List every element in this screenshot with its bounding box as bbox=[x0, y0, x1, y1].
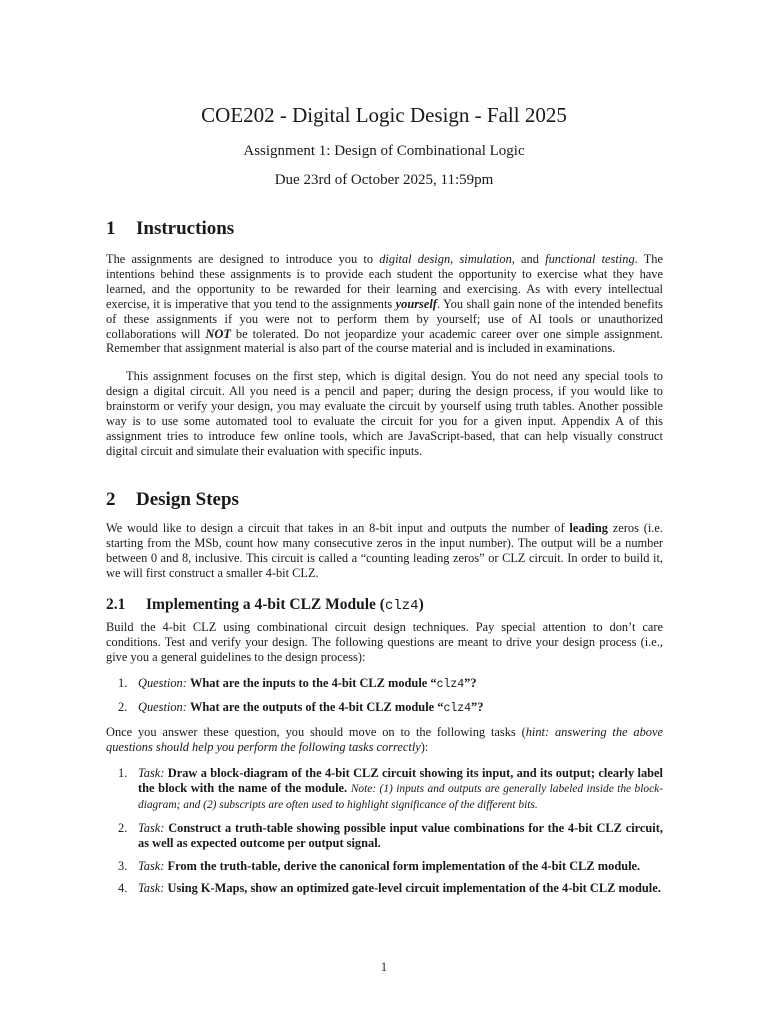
list-item: 4. Task: Using K-Maps, show an optimized gate-level circuit implementation of the 4-bit CLZ module. bbox=[118, 881, 661, 896]
assignment-subtitle: Assignment 1: Design of Combinational Logic bbox=[243, 143, 525, 159]
clz4-intro-paragraph: Build the 4-bit CLZ using combinational circuit design techniques. Pay special attention to don’t care conditions. Test and verify your design. The following questions are meant to drive your design process (i.e., give you a general guidelines to the design process): bbox=[106, 620, 663, 664]
subsection-number: 2.1 bbox=[106, 596, 126, 613]
page-number: 1 bbox=[380, 960, 388, 974]
tasks-list bbox=[106, 766, 663, 896]
instructions-paragraph-2: This assignment focuses on the first step, which is digital design. You do not need any special tools to design a digital circuit. All you need is a pencil and paper; during the design process, if you would like to brainstorm or verify your design, you may evaluate the circuit by yourself using truth tables. Another possible way is to use some automated tool to evaluate the circuit for you for a given input. Appendix A of this assignment tries to introduce few online tools, which are JavaScript-based, that can help visually construct digital circuit and simulate their evaluation with specific inputs. bbox=[106, 369, 663, 458]
section-number: 2 bbox=[106, 489, 116, 510]
list-item: 3. Task: From the truth-table, derive the canonical form implementation of the 4-bit CLZ module. bbox=[118, 858, 641, 873]
subsection-code: clz4 bbox=[384, 598, 419, 614]
design-steps-paragraph: We would like to design a circuit that takes in an 8-bit input and outputs the number of leading zeros (i.e. starting from the MSb, count how many consecutive zeros in the input number). The output will be a number between 0 and 8, inclusive. This circuit is called a “counting leading zeros” or CLZ circuit. In order to build it, we will first construct a smaller 4-bit CLZ. bbox=[106, 521, 663, 580]
due-date: Due 23rd of October 2025, 11:59pm bbox=[274, 172, 494, 188]
list-item: 2. Question: What are the outputs of the 4-bit CLZ module “clz4”? bbox=[118, 699, 484, 715]
subsection-title: Implementing a 4-bit CLZ Module ( bbox=[146, 596, 385, 613]
section-title: Instructions bbox=[136, 218, 235, 239]
section-title: Design Steps bbox=[136, 489, 239, 510]
questions-list bbox=[106, 676, 663, 717]
section-heading-instructions bbox=[106, 218, 234, 240]
list-item: 2. Task: Construct a truth-table showing possible input value combinations for the 4-bit CLZ circuit, as well as expected outcome per output signal. bbox=[118, 820, 663, 850]
document-title: COE202 - Digital Logic Design - Fall 2025 bbox=[201, 103, 567, 127]
subsection-heading-clz4: 2.1 Implementing a 4-bit CLZ Module (clz4) bbox=[106, 596, 424, 614]
list-item: 1. Question: What are the inputs to the 4-bit CLZ module “clz4”? bbox=[118, 676, 477, 691]
section-heading-design-steps bbox=[106, 489, 239, 511]
instructions-paragraph-1: The assignments are designed to introduce you to digital design, simulation, and functional testing. The intentions behind these assignments is to provide each student the opportunity to exercise what they have learned, and the opportunity to be rewarded for their learning and exercising. As with every intellectual exercise, it is imperative that you tend to the assignments yourself. You shall gain none of the intended benefits of these assignments if you were not to perform them by yourself; use of AI tools or unauthorized collaborations will NOT be tolerated. Do not jeopardize your academic career over one simple assignment. Remember that assignment material is also part of the course material and is included in examinations. bbox=[106, 252, 664, 356]
list-item: 1. Task: Draw a block-diagram of the 4-bit CLZ circuit showing its input, and its output; clearly label the block with the name of the module. Note: (1) inputs and outputs are generally labeled inside the block-diagram; and (2) subscripts are often used to highlight significance of the different bits. bbox=[118, 766, 663, 811]
section-number: 1 bbox=[106, 218, 116, 239]
tasks-intro-paragraph: Once you answer these question, you should move on to the following tasks (hint: answering the above questions should help you perform the following tasks correctly): bbox=[106, 725, 663, 754]
